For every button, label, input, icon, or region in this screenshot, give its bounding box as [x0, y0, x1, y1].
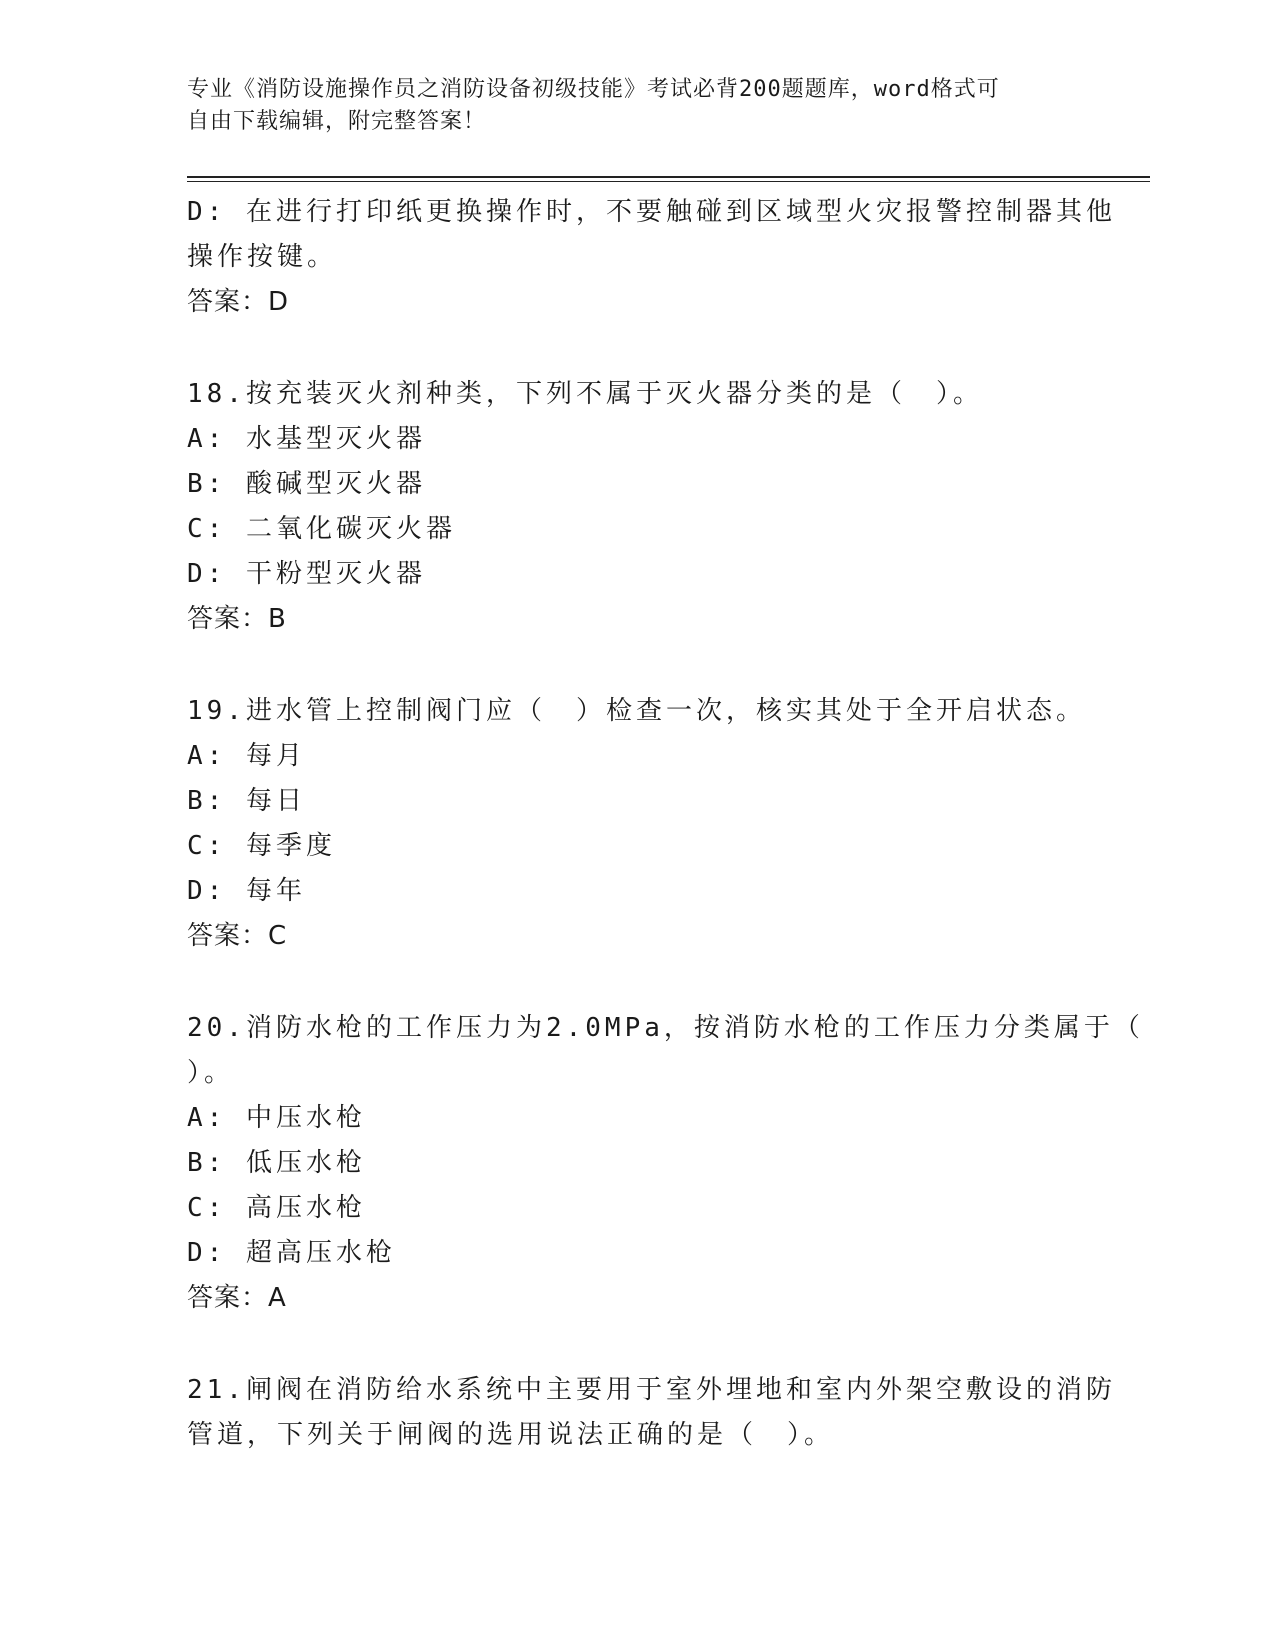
option-c: C: 二氧化碳灭火器	[187, 514, 456, 544]
option-d: D: 每年	[187, 876, 306, 906]
option-b: B: 酸碱型灭火器	[187, 469, 426, 499]
document-header	[187, 74, 1087, 138]
question-20	[187, 1006, 1144, 1321]
option-d: D: 干粉型灭火器	[187, 559, 426, 589]
option-a: A: 中压水枪	[187, 1103, 366, 1133]
answer-line: 答案：D	[187, 287, 290, 317]
spacer	[187, 959, 1087, 1006]
document-body	[187, 190, 1144, 1458]
question-21	[187, 1368, 1116, 1458]
question-stem-continued: 管道，下列关于闸阀的选用说法正确的是（ ）。	[187, 1420, 835, 1450]
option-c: C: 高压水枪	[187, 1193, 366, 1223]
question-stem: 19.进水管上控制阀门应（ ）检查一次，核实其处于全开启状态。	[187, 696, 1086, 726]
spacer	[187, 325, 1087, 372]
option-d: D: 超高压水枪	[187, 1238, 396, 1268]
answer-line: 答案：A	[187, 1283, 287, 1313]
header-divider-thick	[187, 176, 1150, 178]
question-18	[187, 372, 1087, 642]
answer-line: 答案：C	[187, 921, 288, 951]
option-b: B: 每日	[187, 786, 306, 816]
question-stem-continued: ）。	[187, 1058, 235, 1088]
question-stem: 20.消防水枪的工作压力为2.0MPa，按消防水枪的工作压力分类属于（	[187, 1013, 1144, 1043]
header-divider-thin	[187, 181, 1150, 182]
option-a: A: 每月	[187, 741, 306, 771]
spacer	[187, 642, 1087, 689]
option-d: D: 在进行打印纸更换操作时，不要触碰到区域型火灾报警控制器其他	[187, 197, 1116, 227]
answer-line: 答案：B	[187, 604, 287, 634]
option-b: B: 低压水枪	[187, 1148, 366, 1178]
header-line-1: 专业《消防设施操作员之消防设备初级技能》考试必背200题题库，word格式可	[187, 77, 1000, 102]
spacer	[187, 1321, 1087, 1368]
option-a: A: 水基型灭火器	[187, 424, 426, 454]
option-d-continued: 操作按键。	[187, 242, 338, 272]
question-19	[187, 689, 1087, 959]
question-stem: 18.按充装灭火剂种类，下列不属于灭火器分类的是（ ）。	[187, 379, 983, 409]
question-17-tail	[187, 190, 1116, 325]
header-line-2: 自由下载编辑，附完整答案！	[187, 109, 487, 134]
option-c: C: 每季度	[187, 831, 336, 861]
question-stem: 21.闸阀在消防给水系统中主要用于室外埋地和室内外架空敷设的消防	[187, 1375, 1116, 1405]
